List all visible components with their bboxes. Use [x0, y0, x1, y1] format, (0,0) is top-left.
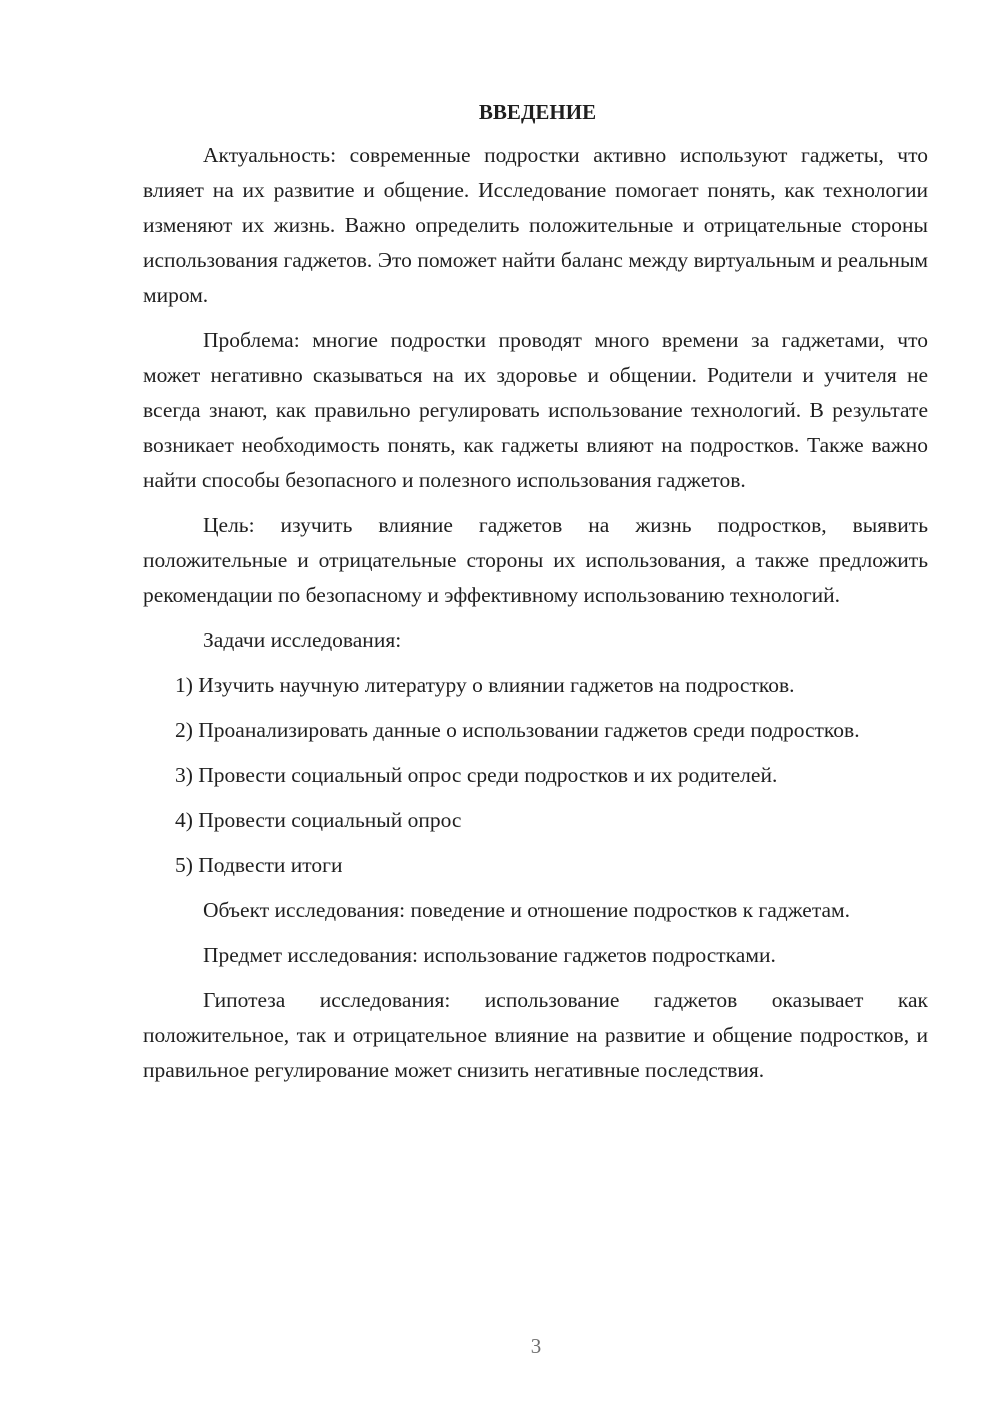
page-content: [143, 96, 928, 1098]
hypothesis-paragraph: Гипотеза исследования: использование гаджетов оказывает как положительное, так и отрицательное влияние на развитие и общение подростков, и правильное регулирование может снизить негативные последствия.: [143, 988, 928, 1082]
task-item: 1) Изучить научную литературу о влиянии гаджетов на подростков.: [175, 673, 795, 697]
task-item: 2) Проанализировать данные о использовании гаджетов среди подростков.: [175, 718, 860, 742]
task-item: 3) Провести социальный опрос среди подростков и их родителей.: [175, 763, 778, 787]
object-paragraph: Объект исследования: поведение и отношение подростков к гаджетам.: [203, 898, 851, 922]
problem-paragraph: Проблема: многие подростки проводят много времени за гаджетами, что может негативно сказываться на их здоровье и общении. Родители и учителя не всегда знают, как правильно регулировать использование технологий. В результате возникает необходимость понять, как гаджеты влияют на подростков. Также важно найти способы безопасного и полезного использования гаджетов.: [143, 328, 928, 492]
task-item: 4) Провести социальный опрос: [175, 808, 462, 832]
relevance-paragraph: Актуальность: современные подростки активно используют гаджеты, что влияет на их развитие и общение. Исследование помогает понять, как технологии изменяют их жизнь. Важно определить положительные и отрицательные стороны использования гаджетов. Это поможет найти баланс между виртуальным и реальным миром.: [143, 143, 928, 307]
tasks-list: [143, 668, 928, 883]
page-number: 3: [530, 1334, 542, 1358]
goal-paragraph: Цель: изучить влияние гаджетов на жизнь подростков, выявить положительные и отрицательные стороны их использования, а также предложить рекомендации по безопасному и эффективному использованию технологий.: [143, 513, 928, 607]
task-item: 5) Подвести итоги: [175, 853, 343, 877]
subject-paragraph: Предмет исследования: использование гаджетов подростками.: [203, 943, 776, 967]
section-title: ВВЕДЕНИЕ: [478, 100, 597, 124]
tasks-heading: Задачи исследования:: [203, 628, 402, 652]
